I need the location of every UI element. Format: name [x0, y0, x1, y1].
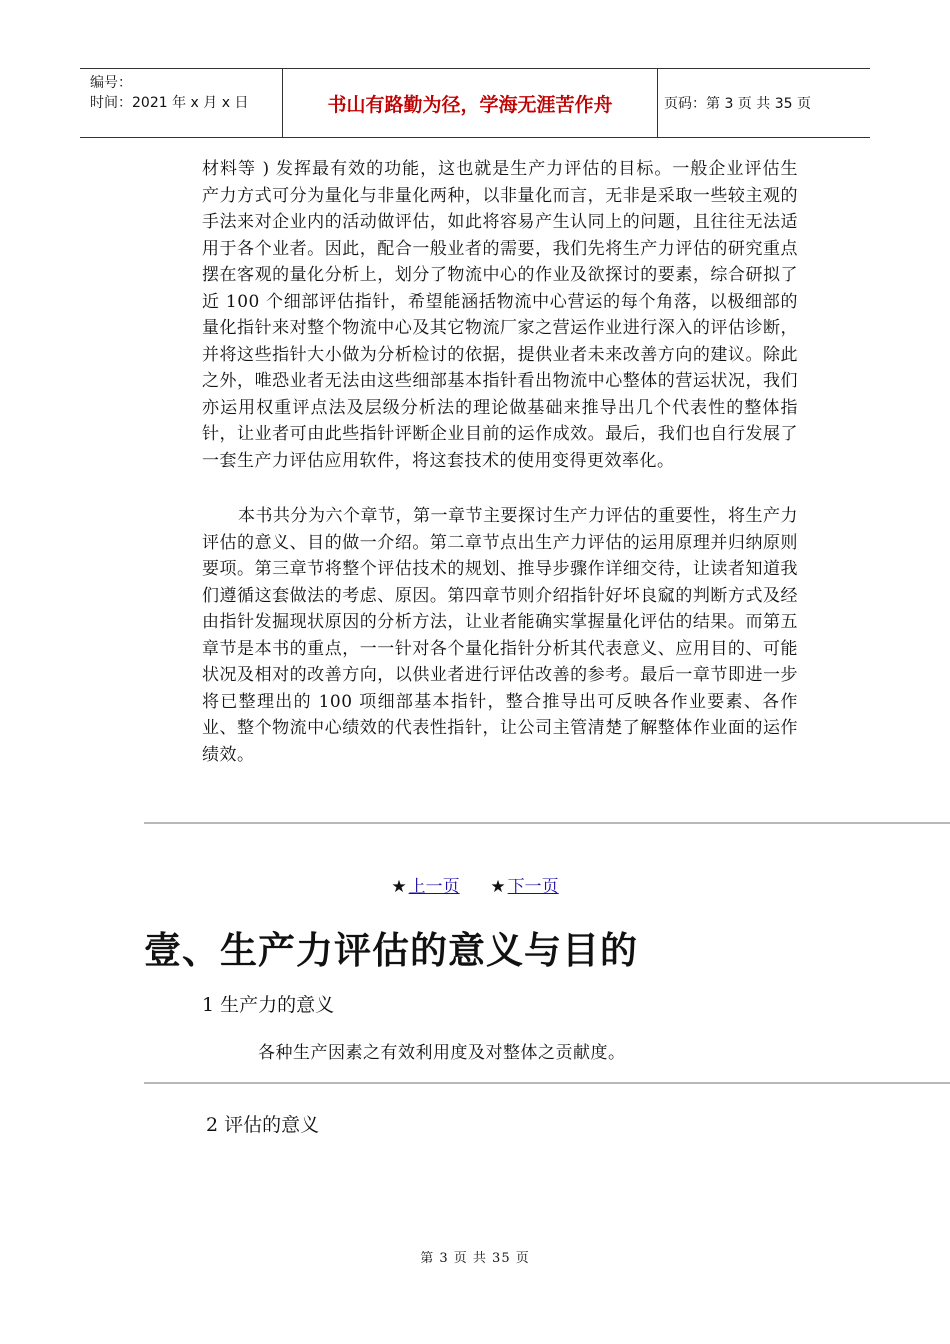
body-paragraph-2: 本书共分为六个章节，第一章节主要探讨生产力评估的重要性，将生产力评估的意义、目的做一介绍。第二章节点出生产力评估的运用原理并归纳原则要项。第三章节将整个评估技术的规划、推导步骤作详细交待，让读者知道我们遵循这套做法的考虑、原因。第四章节则介绍指针好坏良窳的判断方式及经由指针发掘现状原因的分析方法，让业者能确实掌握量化评估的结果。而第五章节是本书的重点，一一针对各个量化指针分析其代表意义、应用目的、可能状况及相对的改善方向，以供业者进行评估改善的参考。最后一章节即进一步将已整理出的 100 项细部基本指针，整合推导出可反映各作业要素、各作业、整个物流中心绩效的代表性指针，让公司主管清楚了解整体作业面的运作绩效。	[202, 506, 798, 765]
body-paragraph-1: 材料等 ) 发挥最有效的功能，这也就是生产力评估的目标。一般企业评估生产力方式可分为量化与非量化两种，以非量化而言，无非是采取一些较主观的手法来对企业内的活动做评估，如此将容易产生认同上的问题，且往往无法适用于各个业者。因此，配合一般业者的需要，我们先将生产力评估的研究重点摆在客观的量化分析上，划分了物流中心的作业及欲探讨的要素，综合研拟了近 100 个细部评估指针，希望能涵括物流中心营运的每个角落，以极细部的量化指针来对整个物流中心及其它物流厂家之营运作业进行深入的评估诊断，并将这些指针大小做为分析检讨的依据，提供业者未来改善方向的建议。除此之外，唯恐业者无法由这些细部基本指针看出物流中心整体的营运状况，我们亦运用权重评点法及层级分析法的理论做基础来推导出几个代表性的整体指针，让业者可由此些指针评断企业目前的运作成效。最后，我们也自行发展了一套生产力评估应用软件，将这套技术的使用变得更效率化。	[202, 159, 798, 471]
star-icon: ★	[391, 877, 407, 897]
section-2-heading: 2 评估的意义	[206, 1114, 320, 1136]
header-page-info	[658, 69, 870, 137]
divider	[144, 822, 950, 824]
code-label: 编号：	[90, 75, 132, 91]
section-1-heading: 1 生产力的意义	[202, 994, 335, 1016]
chapter-title: 壹、生产力评估的意义与目的	[144, 928, 638, 972]
page-info-text: 页码：第 3 页 共 35 页	[664, 96, 811, 112]
section-1-body: 各种生产因素之有效利用度及对整体之贡献度。	[258, 1043, 626, 1063]
header-meta	[80, 69, 282, 137]
prev-page-link[interactable]: 上一页	[408, 877, 460, 897]
divider	[144, 1082, 950, 1084]
header-motto-cell	[282, 69, 658, 137]
motto-text: 书山有路勤为径，学海无涯苦作舟	[327, 93, 613, 116]
page-footer: 第 3 页 共 35 页	[420, 1251, 530, 1266]
star-icon: ★	[490, 877, 506, 897]
page-header	[80, 68, 870, 138]
date-label: 时间：2021 年 x 月 x 日	[90, 95, 249, 111]
next-page-link[interactable]: 下一页	[507, 877, 559, 897]
page-navigation	[0, 872, 950, 897]
